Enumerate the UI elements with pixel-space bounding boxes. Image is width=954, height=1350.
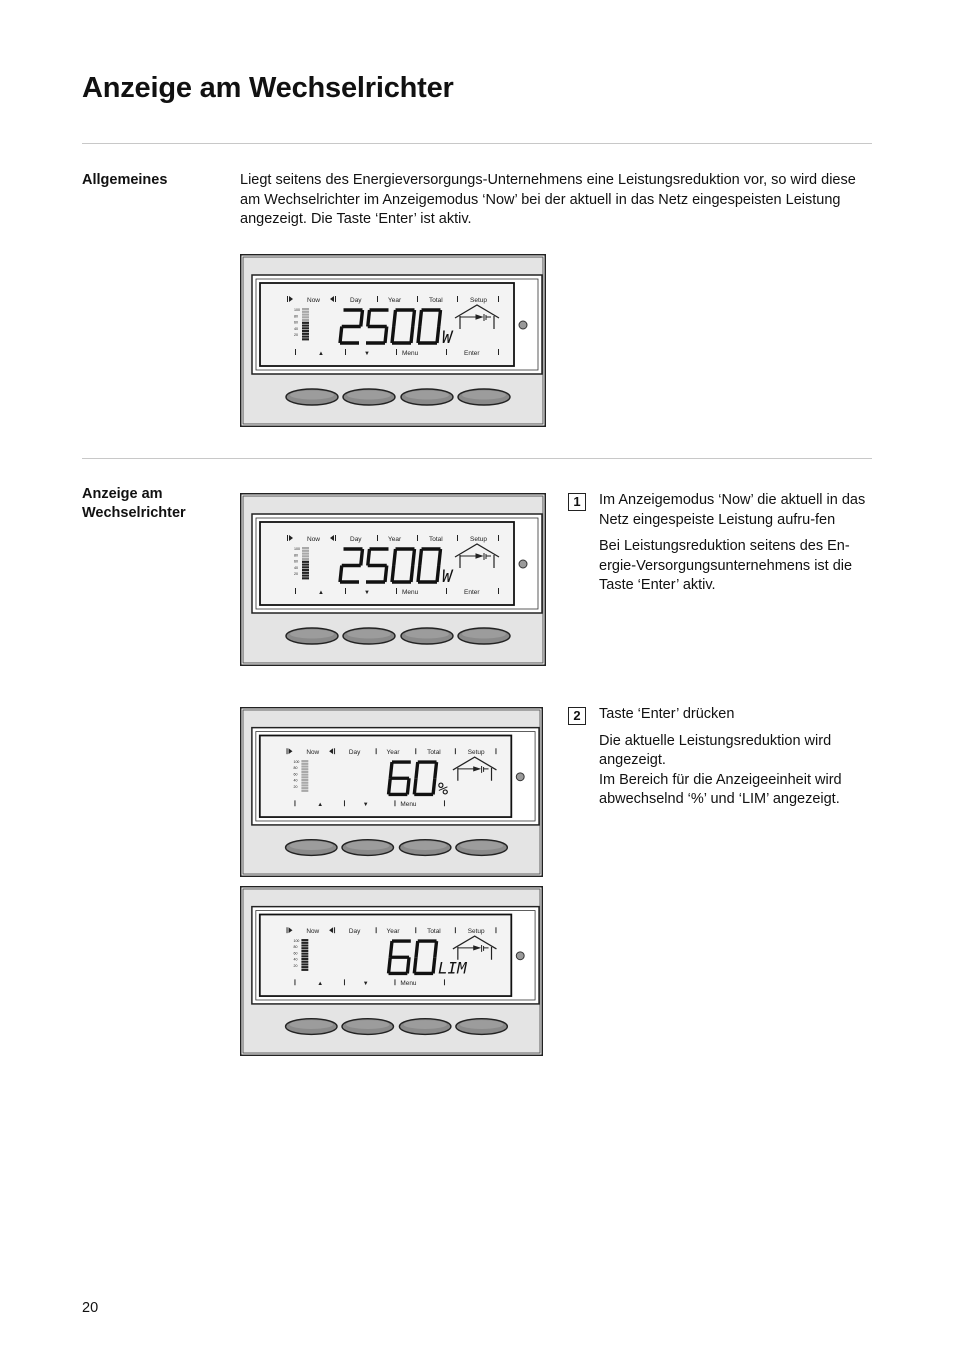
- separator-mark: [345, 349, 346, 355]
- bar-scale-label: 20: [294, 572, 298, 577]
- device-button-highlight: [346, 841, 390, 850]
- device-button-highlight: [347, 391, 391, 400]
- section-divider: [82, 458, 872, 459]
- bar-segment: [301, 950, 308, 952]
- digit-segment: [413, 310, 415, 327]
- instruction-step-1: [568, 491, 874, 603]
- digit-segment: [439, 310, 441, 327]
- device-button-highlight: [460, 1020, 504, 1029]
- separator-mark: [335, 296, 336, 302]
- bar-scale-label: 40: [293, 778, 298, 783]
- bar-segment: [301, 782, 308, 784]
- up-arrow-icon: ▲: [317, 981, 324, 988]
- device-button-highlight: [403, 1020, 447, 1029]
- digit-segment: [361, 549, 363, 566]
- separator-mark: [498, 349, 499, 355]
- digit-segment: [433, 957, 435, 973]
- digit-segment: [361, 310, 363, 327]
- lcd-label-year: Year: [386, 928, 400, 936]
- lcd-label-total: Total: [429, 536, 443, 543]
- digit-segment: [418, 327, 420, 344]
- intro-paragraph: Liegt seitens des Energieversorgungs-Unternehmens eine Leistungsreduktion vor, so wird diese am Wechselrichter im Anzeigemodus ‘Now’ bei der aktuell in das Netz eingespeisten Leistung angezeigt. Die Taste ‘Enter’ ist aktiv.: [240, 172, 856, 227]
- lcd-label-menu: Menu: [400, 980, 417, 988]
- inverter-display-illustration: [240, 493, 546, 671]
- step-text: Taste ‘Enter’ drücken: [599, 706, 735, 722]
- up-arrow-icon: ▲: [318, 351, 324, 357]
- digit-segment: [394, 549, 396, 566]
- lcd-label-setup: Setup: [467, 928, 485, 936]
- lcd-label-now: Now: [306, 928, 320, 936]
- lcd-label-day: Day: [350, 536, 362, 543]
- lcd-label-day: Day: [348, 928, 361, 936]
- lcd-label-year: Year: [386, 749, 400, 757]
- bar-segment: [302, 336, 309, 338]
- bar-segment: [302, 577, 309, 579]
- digit-segment: [394, 310, 396, 327]
- separator-mark: [377, 535, 378, 541]
- device-button-highlight: [405, 391, 449, 400]
- lcd-unit: W: [442, 328, 453, 348]
- lcd-label-setup: Setup: [470, 297, 487, 304]
- inverter-display-svg: [240, 707, 543, 877]
- bar-segment: [302, 564, 309, 566]
- bar-segment: [302, 308, 309, 310]
- lcd-label-setup: Setup: [467, 749, 485, 757]
- bar-segment: [301, 942, 308, 944]
- bar-segment: [302, 561, 309, 563]
- bar-segment: [301, 776, 308, 778]
- status-led: [519, 321, 527, 329]
- bar-segment: [302, 316, 309, 318]
- device-button-highlight: [290, 391, 334, 400]
- page-number: 20: [82, 1300, 99, 1316]
- separator-mark: [334, 927, 335, 933]
- digit-segment: [407, 957, 409, 973]
- digit-segment: [385, 566, 387, 583]
- separator-mark: [498, 535, 499, 541]
- separator-mark: [376, 927, 377, 933]
- inverter-display-illustration: [240, 886, 543, 1061]
- separator-mark: [334, 748, 335, 754]
- digit-segment: [390, 762, 392, 778]
- bar-scale-label: 100: [294, 308, 300, 312]
- separator-mark: [446, 588, 447, 594]
- digit-segment: [414, 957, 416, 973]
- step-text: Im Bereich für die Anzeigeeinheit wird abwechselnd ‘%’ und ‘LIM’ angezeigt.: [599, 771, 842, 807]
- digit-segment: [392, 566, 394, 583]
- digit-segment: [416, 941, 418, 957]
- page-title: Anzeige am Wechselrichter: [82, 72, 454, 104]
- section-heading-allgemeines: Allgemeines: [82, 172, 168, 188]
- lcd-label-menu: Menu: [400, 801, 417, 809]
- lcd-label-enter: Enter: [464, 350, 480, 357]
- separator-mark: [495, 927, 496, 933]
- inverter-display-svg: [240, 886, 543, 1056]
- separator-mark: [394, 800, 395, 806]
- lcd-label-menu: Menu: [402, 589, 419, 596]
- step-text: Im Anzeigemodus ‘Now’ die aktuell in das Netz eingespeiste Leistung aufru-fen: [599, 492, 866, 528]
- status-led: [516, 773, 524, 781]
- bar-segment: [302, 566, 309, 568]
- lcd-label-enter: Enter: [464, 589, 480, 596]
- lcd-unit: %: [438, 778, 449, 799]
- bar-segment: [302, 547, 309, 549]
- separator-mark: [287, 748, 288, 754]
- bar-segment: [301, 771, 308, 773]
- bar-segment: [301, 779, 308, 781]
- separator-mark: [415, 927, 416, 933]
- bar-segment: [302, 330, 309, 332]
- digit-segment: [416, 762, 418, 778]
- lcd-unit: W: [442, 567, 453, 587]
- lcd-label-year: Year: [388, 297, 402, 304]
- bar-segment: [301, 768, 308, 770]
- separator-mark: [344, 800, 345, 806]
- section-heading-line: Wechselrichter: [82, 505, 186, 521]
- separator-mark: [444, 800, 445, 806]
- bar-scale-label: 60: [293, 772, 298, 777]
- separator-mark: [287, 927, 288, 933]
- lcd-label-now: Now: [307, 297, 321, 304]
- separator-mark: [417, 296, 418, 302]
- digit-segment: [390, 941, 392, 957]
- inverter-display-svg: [240, 493, 546, 666]
- bar-segment: [302, 572, 309, 574]
- bar-segment: [301, 947, 308, 949]
- inverter-display-illustration: [240, 707, 543, 882]
- bar-segment: [302, 322, 309, 324]
- digit-segment: [413, 549, 415, 566]
- bar-segment: [301, 963, 308, 965]
- digit-segment: [420, 310, 422, 327]
- digit-segment: [439, 549, 441, 566]
- bar-segment: [302, 333, 309, 335]
- lcd-label-day: Day: [348, 749, 361, 757]
- bar-segment: [302, 327, 309, 329]
- inverter-display-illustration: [240, 254, 546, 432]
- step-text: Bei Leistungsreduktion seitens des En-ergie-Versorgungsunternehmens ist die Taste ‘Enter’ aktiv.: [599, 538, 853, 593]
- bar-segment: [301, 955, 308, 957]
- down-arrow-icon: ▼: [362, 802, 369, 809]
- bar-segment: [302, 311, 309, 313]
- device-button-highlight: [290, 1020, 334, 1029]
- step-number: 1: [568, 493, 586, 511]
- separator-mark: [457, 296, 458, 302]
- bar-segment: [301, 787, 308, 789]
- separator-mark: [417, 535, 418, 541]
- lcd-label-setup: Setup: [470, 536, 487, 543]
- separator-mark: [455, 927, 456, 933]
- status-led: [519, 560, 527, 568]
- bar-segment: [301, 958, 308, 960]
- digit-segment: [389, 778, 391, 794]
- bar-scale-label: 20: [293, 784, 298, 789]
- bar-segment: [302, 314, 309, 316]
- device-button-highlight: [290, 841, 334, 850]
- section-heading-anzeige: [82, 485, 186, 523]
- bar-segment: [302, 555, 309, 557]
- digit-segment: [435, 762, 437, 778]
- bar-scale-label: 80: [293, 945, 298, 950]
- separator-mark: [415, 748, 416, 754]
- inverter-display-svg: [240, 254, 546, 427]
- separator-mark: [295, 588, 296, 594]
- separator-mark: [444, 979, 445, 985]
- bar-scale-label: 80: [294, 553, 298, 558]
- bar-segment: [302, 553, 309, 555]
- digit-segment: [368, 549, 370, 566]
- separator-mark: [498, 296, 499, 302]
- digit-segment: [437, 566, 439, 583]
- bar-scale-label: 80: [294, 314, 298, 319]
- bar-segment: [301, 944, 308, 946]
- bar-scale-label: 40: [294, 326, 298, 331]
- up-arrow-icon: ▲: [318, 590, 324, 596]
- device-button-highlight: [462, 630, 506, 639]
- bar-segment: [301, 953, 308, 955]
- separator-mark: [394, 979, 395, 985]
- device-button-highlight: [460, 841, 504, 850]
- digit-segment: [385, 327, 387, 344]
- separator-mark: [287, 296, 288, 302]
- digit-segment: [411, 566, 413, 583]
- separator-mark: [345, 588, 346, 594]
- lcd-label-now: Now: [307, 536, 321, 543]
- separator-mark: [344, 979, 345, 985]
- digit-segment: [435, 941, 437, 957]
- digit-segment: [414, 778, 416, 794]
- bar-scale-label: 60: [294, 559, 298, 564]
- digit-segment: [418, 566, 420, 583]
- bar-segment: [301, 760, 308, 762]
- bar-segment: [302, 569, 309, 571]
- section-divider: [82, 143, 872, 144]
- digit-segment: [420, 549, 422, 566]
- bar-segment: [302, 558, 309, 560]
- step-text: Die aktuelle Leistungsreduktion wird angezeigt.: [599, 732, 832, 768]
- separator-mark: [396, 349, 397, 355]
- step-number: 2: [568, 707, 586, 725]
- digit-segment: [340, 327, 342, 344]
- digit-segment: [437, 327, 439, 344]
- separator-mark: [376, 748, 377, 754]
- bar-segment: [302, 319, 309, 321]
- bar-scale-label: 60: [293, 951, 298, 956]
- device-button-highlight: [347, 630, 391, 639]
- device-button-highlight: [290, 630, 334, 639]
- bar-segment: [301, 790, 308, 792]
- separator-mark: [287, 535, 288, 541]
- bar-scale-label: 60: [294, 320, 298, 325]
- separator-mark: [446, 349, 447, 355]
- digit-segment: [368, 310, 370, 327]
- lcd-label-total: Total: [427, 749, 441, 757]
- bar-segment: [301, 939, 308, 941]
- device-button-highlight: [405, 630, 449, 639]
- lcd-label-year: Year: [388, 536, 402, 543]
- bar-segment: [302, 325, 309, 327]
- separator-mark: [396, 588, 397, 594]
- device-button-highlight: [403, 841, 447, 850]
- separator-mark: [294, 800, 295, 806]
- bar-segment: [301, 969, 308, 971]
- separator-mark: [457, 535, 458, 541]
- bar-segment: [302, 550, 309, 552]
- bar-segment: [301, 774, 308, 776]
- separator-mark: [498, 588, 499, 594]
- lcd-label-menu: Menu: [402, 350, 419, 357]
- lcd-label-now: Now: [306, 749, 320, 757]
- status-led: [516, 952, 524, 960]
- bar-scale-label: 100: [294, 547, 300, 551]
- bar-scale-label: 40: [294, 565, 298, 570]
- digit-segment: [392, 327, 394, 344]
- device-button-highlight: [462, 391, 506, 400]
- bar-scale-label: 80: [293, 766, 298, 771]
- bar-scale-label: 20: [294, 333, 298, 338]
- separator-mark: [495, 748, 496, 754]
- digit-segment: [340, 566, 342, 583]
- lcd-label-day: Day: [350, 297, 362, 304]
- bar-segment: [302, 338, 309, 340]
- lcd-unit: LIM: [438, 958, 467, 978]
- down-arrow-icon: ▼: [364, 590, 370, 596]
- separator-mark: [455, 748, 456, 754]
- separator-mark: [295, 349, 296, 355]
- device-button-highlight: [346, 1020, 390, 1029]
- lcd-label-total: Total: [429, 297, 443, 304]
- bar-scale-label: 40: [293, 957, 298, 962]
- digit-segment: [433, 778, 435, 794]
- instruction-step-2: [568, 705, 874, 817]
- bar-scale-label: 100: [293, 939, 300, 944]
- bar-segment: [302, 575, 309, 577]
- down-arrow-icon: ▼: [362, 981, 369, 988]
- bar-scale-label: 20: [293, 963, 298, 968]
- bar-segment: [301, 784, 308, 786]
- bar-segment: [301, 966, 308, 968]
- digit-segment: [389, 957, 391, 973]
- separator-mark: [377, 296, 378, 302]
- digit-segment: [411, 327, 413, 344]
- section-heading-line: Anzeige am: [82, 486, 163, 502]
- separator-mark: [335, 535, 336, 541]
- separator-mark: [294, 979, 295, 985]
- lcd-label-total: Total: [427, 928, 441, 936]
- bar-segment: [301, 961, 308, 963]
- bar-segment: [301, 763, 308, 765]
- bar-segment: [301, 765, 308, 767]
- digit-segment: [407, 778, 409, 794]
- down-arrow-icon: ▼: [364, 351, 370, 357]
- up-arrow-icon: ▲: [317, 802, 324, 809]
- bar-scale-label: 100: [293, 760, 300, 765]
